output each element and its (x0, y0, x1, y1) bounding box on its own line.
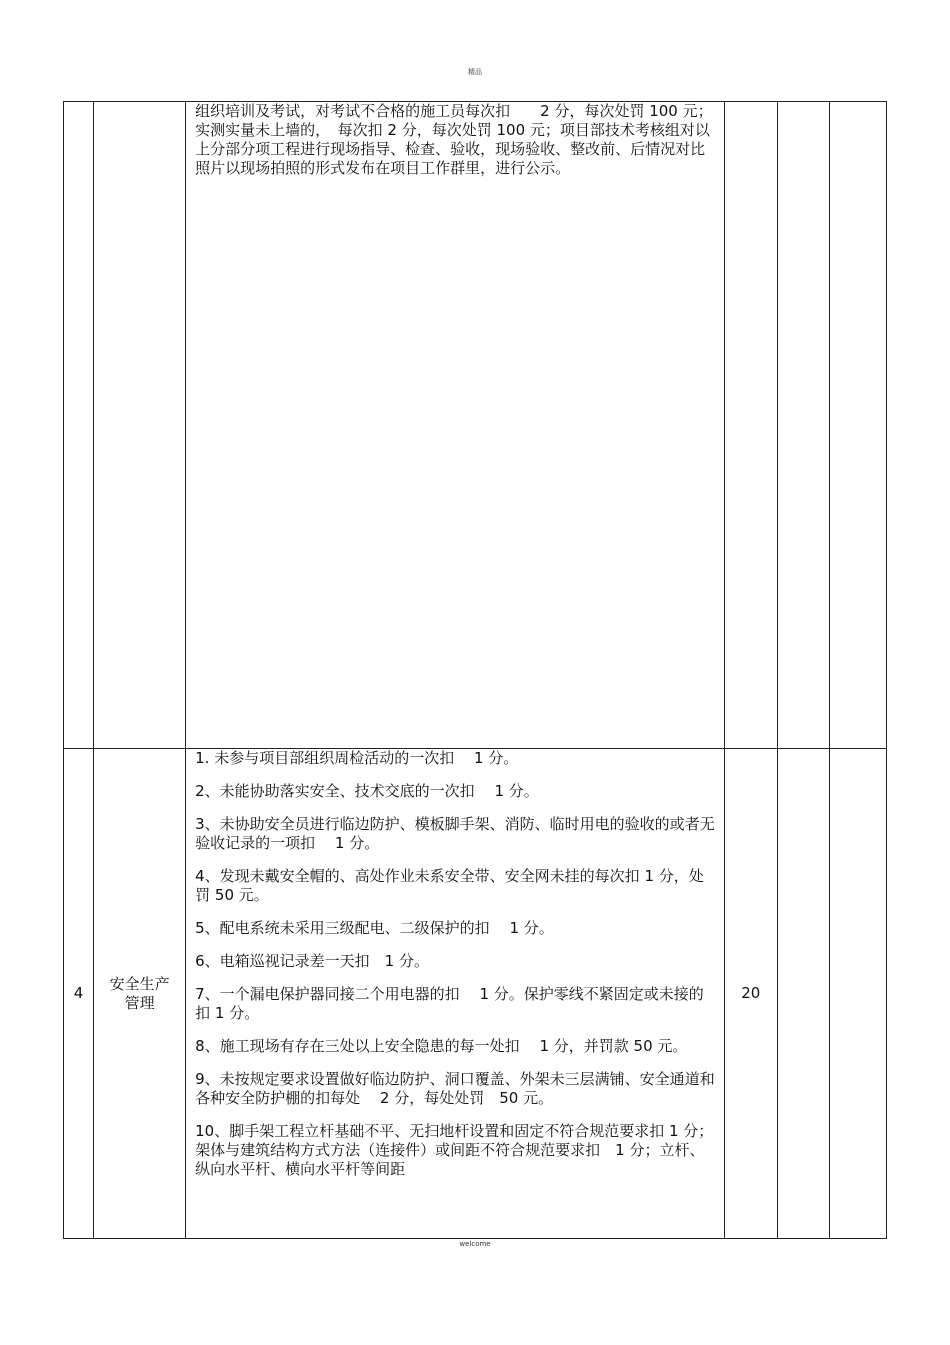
page-header-mark: 精品 (468, 68, 482, 76)
score-cell: 20 (724, 749, 777, 1239)
empty-cell (829, 102, 886, 749)
page-footer-mark: welcome (459, 1240, 491, 1248)
criteria-content-cell (186, 749, 725, 1239)
criteria-item: 7、一个漏电保护器同接二个用电器的扣 1 分。保护零线不紧固定或未接的扣 1 分。 (195, 985, 704, 1022)
criteria-item: 1. 未参与项目部组织周检活动的一次扣 1 分。 (195, 749, 519, 767)
empty-cell (777, 102, 829, 749)
criteria-item: 8、施工现场有存在三处以上安全隐患的每一处扣 1 分，并罚款 50 元。 (195, 1037, 688, 1055)
criteria-item: 4、发现未戴安全帽的、高处作业未系安全带、安全网未挂的每次扣 1 分，处罚 50 元。 (195, 867, 704, 904)
criteria-content-cell (186, 102, 725, 749)
criteria-item: 6、电箱巡视记录差一天扣 1 分。 (195, 952, 429, 970)
criteria-item: 3、未协助安全员进行临边防护、模板脚手架、消防、临时用电的验收的或者无验收记录的一项扣 1 分。 (195, 815, 715, 852)
empty-cell (829, 749, 886, 1239)
criteria-item: 10、脚手架工程立杆基础不平、无扫地杆设置和固定不符合规范要求扣 1 分；架体与建筑结构方式方法（连接件）或间距不符合规范要求扣 1 分；立杆、纵向水平杆、横向水平杆等间距 (195, 1122, 714, 1178)
table-row (64, 749, 887, 1239)
row-number-cell (64, 102, 94, 749)
assessment-table (63, 101, 887, 1239)
criteria-paragraph: 组织培训及考试，对考试不合格的施工员每次扣 2 分，每次处罚 100 元；实测实量未上墙的， 每次扣 2 分，每次处罚 100 元；项目部技术考核组对以上分部分项工程进行现场指导、检查、验收，现场验收、整改前、后情况对比照片以现场拍照的形式发布在项目工作群里，进行公示。 (195, 102, 713, 177)
criteria-item: 9、未按规定要求设置做好临边防护、洞口覆盖、外架未三层满铺、安全通道和各种安全防护棚的扣每处 2 分，每处处罚 50 元。 (195, 1070, 715, 1107)
criteria-item: 5、配电系统未采用三级配电、二级保护的扣 1 分。 (195, 919, 554, 937)
criteria-item: 2、未能协助落实安全、技术交底的一次扣 1 分。 (195, 782, 539, 800)
item-name-cell (94, 102, 186, 749)
score-cell (724, 102, 777, 749)
row-number-cell: 4 (64, 749, 94, 1239)
table-row (64, 102, 887, 749)
item-name-label: 安全生产管理 (109, 974, 170, 1012)
empty-cell (777, 749, 829, 1239)
item-name-cell (94, 749, 186, 1239)
